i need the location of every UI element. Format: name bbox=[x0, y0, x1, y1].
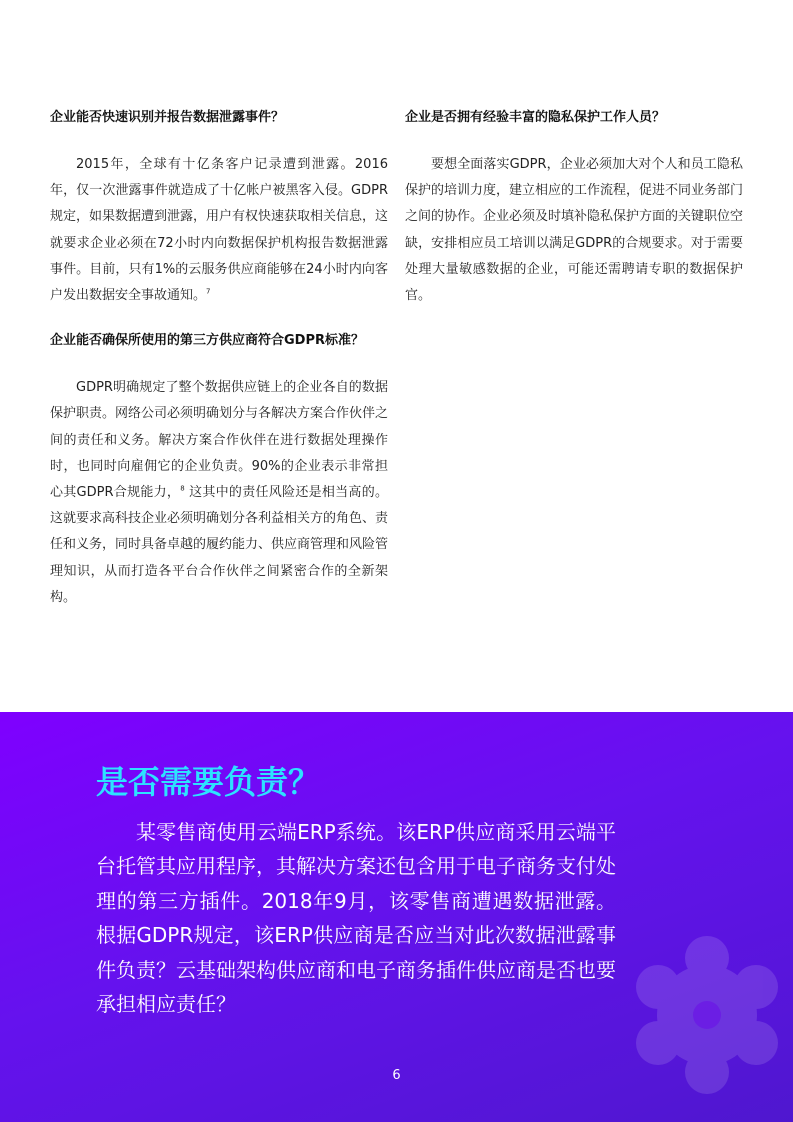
footnote-7: 7 bbox=[206, 287, 211, 296]
section-heading-breach-report: 企业能否快速识别并报告数据泄露事件？ bbox=[50, 110, 285, 125]
section-body-third-party bbox=[50, 375, 388, 611]
page-number: 6 bbox=[392, 1068, 401, 1083]
section-heading-privacy-staff: 企业是否拥有经验丰富的隐私保护工作人员？ bbox=[405, 110, 666, 125]
banner-body: 某零售商使用云端ERP系统。该ERP供应商采用云端平台托管其应用程序，其解决方案还包含用于电子商务支付处理的第三方插件。2018年9月，该零售商遭遇数据泄露。根据GDPR规定，该ERP供应商是否应当对此次数据泄露事件负责？云基础架构供应商和电子商务插件供应商是否也要承担相应责任？ bbox=[96, 820, 616, 1017]
left-column bbox=[50, 104, 388, 629]
section-heading-third-party: 企业能否确保所使用的第三方供应商符合GDPR标准？ bbox=[50, 333, 364, 349]
footnote-8: 8 bbox=[180, 484, 185, 493]
third-party-text-after: 这其中的责任风险还是相当高的。这就要求高科技企业必须明确划分各利益相关方的角色、责任和义务，同时具备卓越的履约能力、供应商管理和风险管理知识，从而打造各平台合作伙伴之间紧密合作的全新架构。 bbox=[50, 485, 389, 605]
breach-report-text: 2015年，全球有十亿条客户记录遭到泄露。2016年，仅一次泄露事件就造成了十亿帐户被黑客入侵。GDPR规定，如果数据遭到泄露，用户有权快速获取相关信息，这就要求企业必须在72小时内向数据保护机构报告数据泄露事件。目前，只有1%的云服务供应商能够在24小时内向客户发出数据安全事故通知。 bbox=[50, 157, 389, 304]
responsibility-banner bbox=[0, 712, 793, 1122]
section-body-privacy-staff: 要想全面落实GDPR，企业必须加大对个人和员工隐私保护的培训力度，建立相应的工作流程，促进不同业务部门之间的协作。企业必须及时填补隐私保护方面的关键职位空缺，安排相应员工培训以满足GDPR的合规要求。对于需要处理大量敏感数据的企业，可能还需聘请专职的数据保护官。 bbox=[405, 157, 744, 304]
section-body-breach-report bbox=[50, 152, 388, 309]
right-column bbox=[405, 104, 743, 327]
banner-title: 是否需要负责？ bbox=[96, 763, 321, 801]
third-party-text-before: GDPR明确规定了整个数据供应链上的企业各自的数据保护职责。网络公司必须明确划分与各解决方案合作伙伴之间的责任和义务。解决方案合作伙伴在进行数据处理操作时，也同时向雇佣它的企业负责。90%的企业表示非常担心其GDPR合规能力， bbox=[50, 380, 389, 501]
